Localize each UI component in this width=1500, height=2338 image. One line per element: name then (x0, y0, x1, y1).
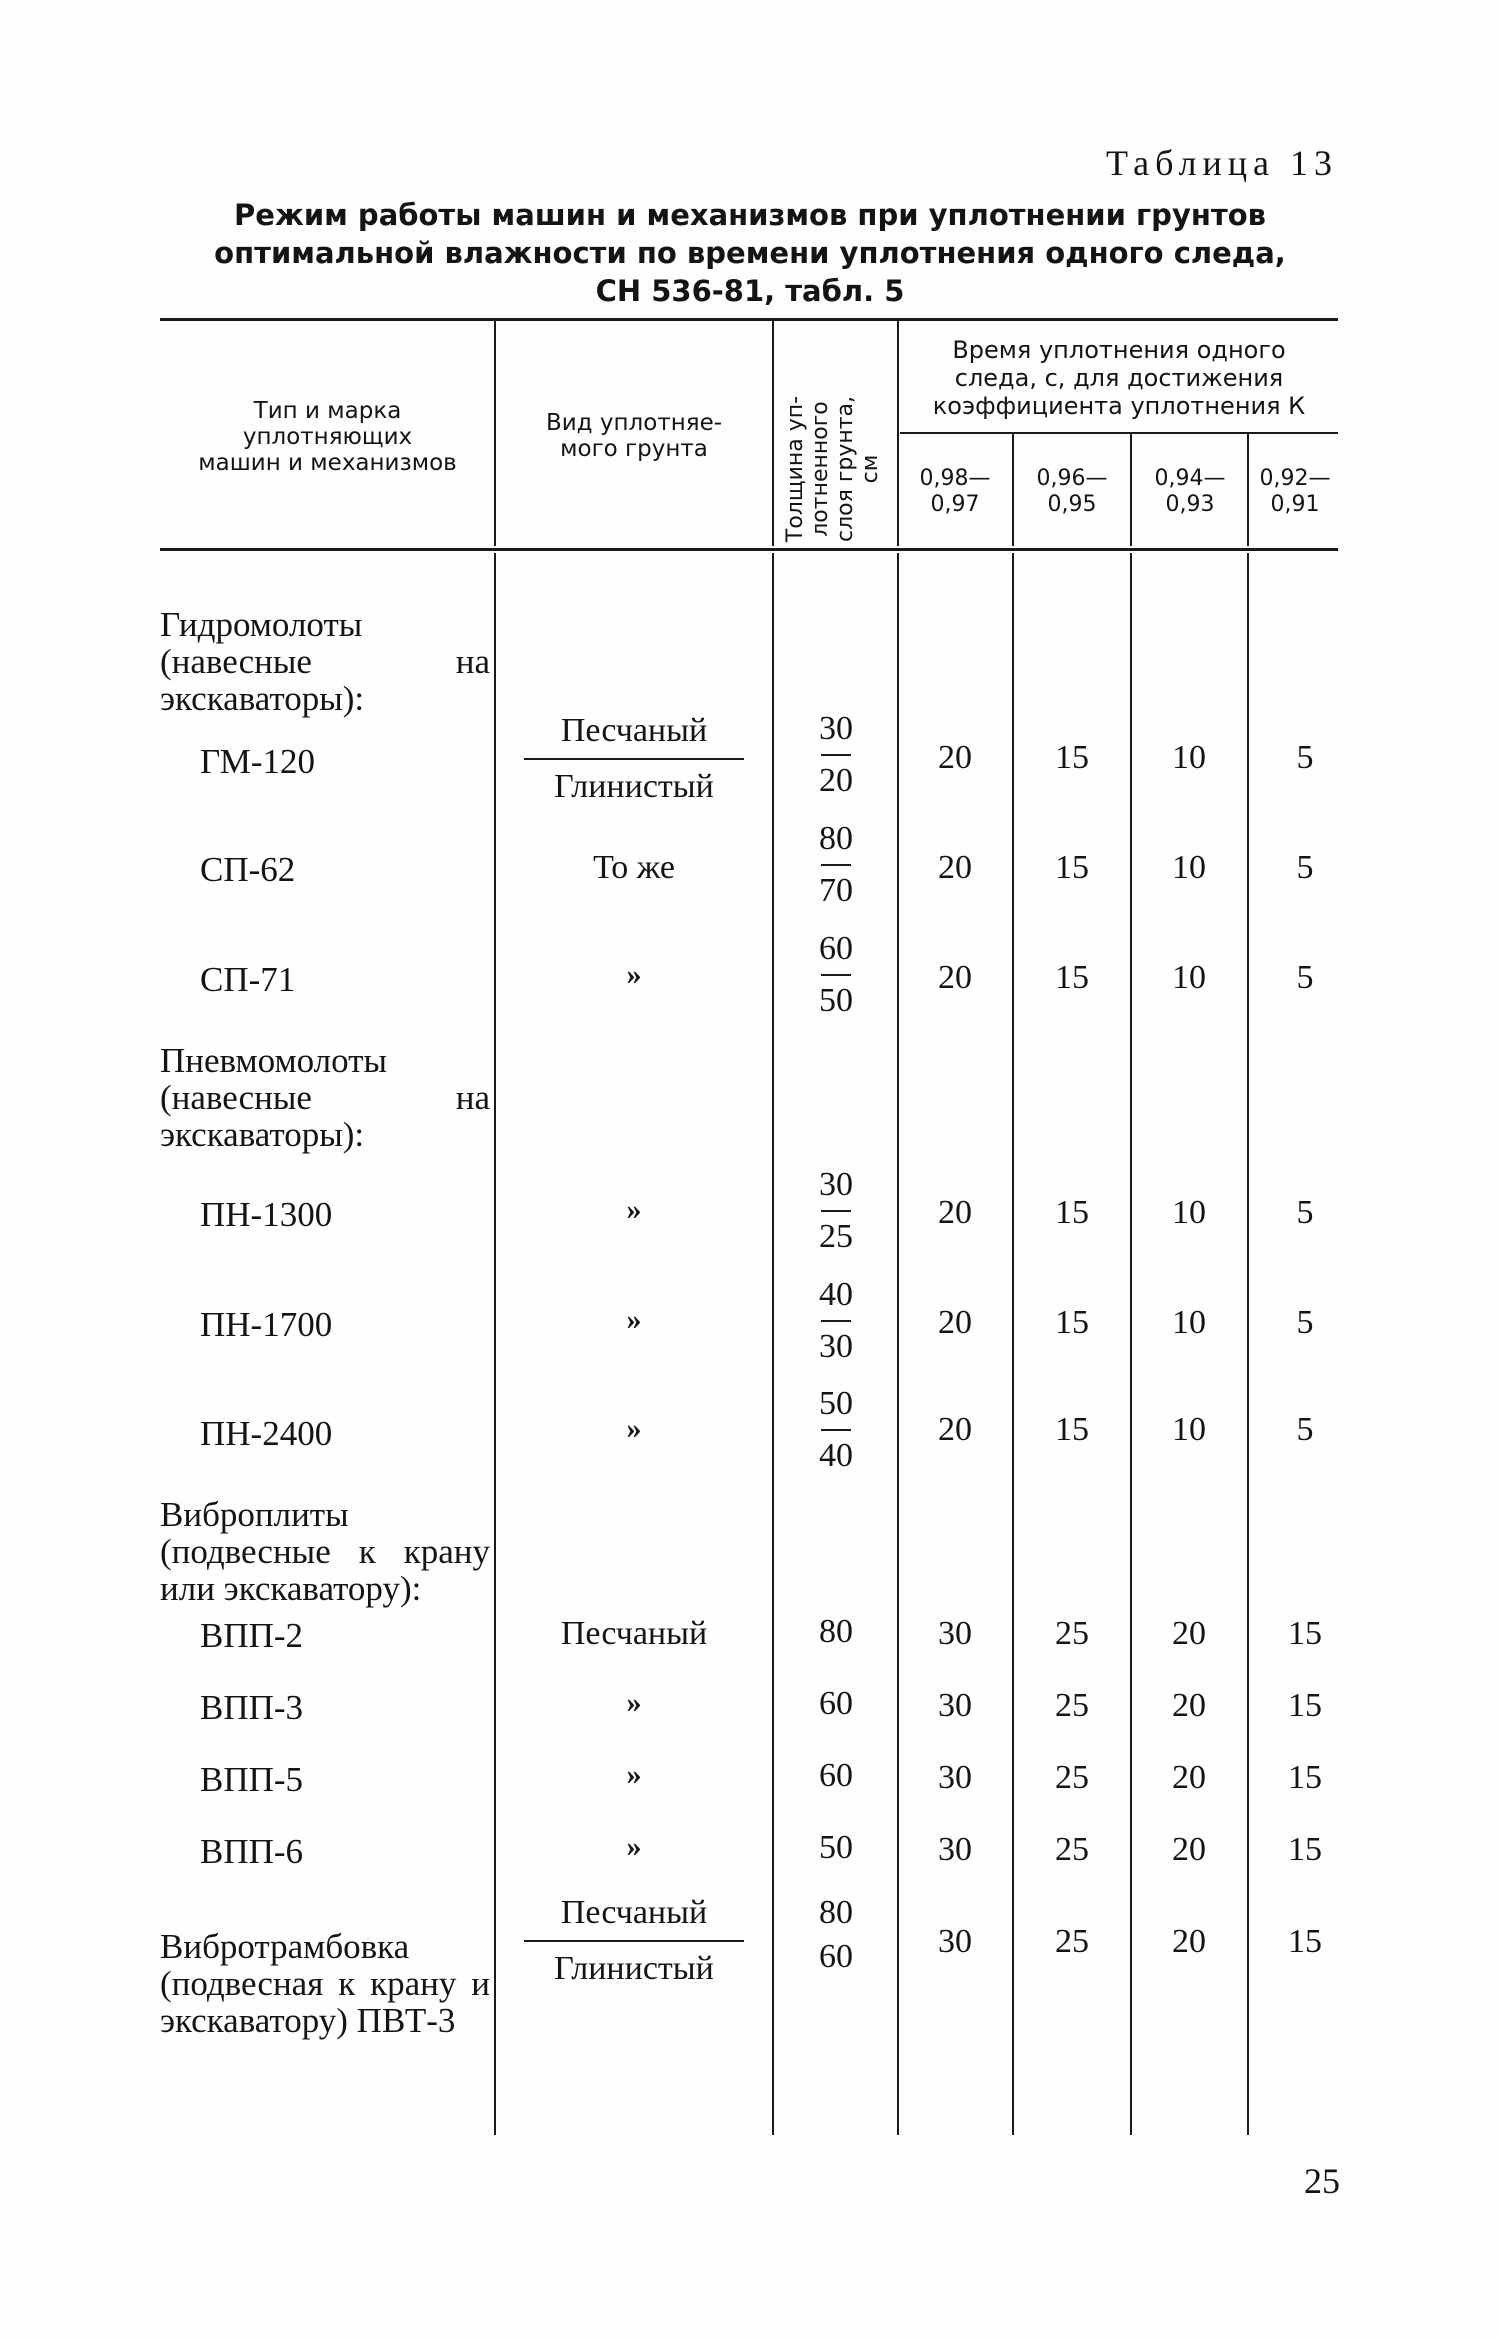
thickness-value: 80 (819, 1613, 853, 1650)
thickness-fraction (796, 930, 876, 1020)
time-value: 10 (1172, 1411, 1206, 1448)
time-value: 5 (1296, 1304, 1314, 1341)
time-value: 20 (938, 1304, 972, 1341)
header-line: коэффициента уплотнения К (932, 392, 1306, 420)
soil-fraction (514, 712, 754, 806)
time-value: 30 (938, 1923, 972, 1960)
thickness-bottom: 70 (819, 872, 853, 909)
soil-fraction (514, 1894, 754, 1988)
machine-name: ПН-2400 (200, 1414, 333, 1453)
header-k-range (1134, 466, 1246, 518)
header-k-range (1016, 466, 1128, 518)
header-time (900, 336, 1338, 420)
thickness-bottom: 25 (819, 1218, 853, 1255)
thickness-top: 80 (819, 1894, 853, 1931)
time-value: 20 (1172, 1615, 1206, 1652)
time-value: 5 (1296, 739, 1314, 776)
header-line: уплотняющих (242, 424, 413, 450)
time-value: 20 (1172, 1687, 1206, 1724)
thickness-bottom: 30 (819, 1328, 853, 1365)
time-value: 25 (1055, 1831, 1089, 1868)
column-divider (494, 320, 496, 546)
header-line: 0,94— (1154, 466, 1226, 491)
column-divider (1012, 553, 1014, 2135)
machine-name: ВПП-3 (200, 1688, 304, 1727)
ditto-mark: » (626, 958, 642, 991)
soil-bottom: Глинистый (554, 768, 714, 805)
header-line: 0,96— (1036, 466, 1108, 491)
time-value: 5 (1296, 1411, 1314, 1448)
thickness-fraction (796, 820, 876, 910)
soil-type: То же (593, 849, 675, 886)
soil-bottom: Глинистый (554, 1950, 714, 1987)
fraction-bar (821, 754, 851, 756)
machine-name: ГМ-120 (200, 742, 316, 781)
table-number: Таблица 13 (1106, 143, 1338, 183)
time-value: 30 (938, 1831, 972, 1868)
time-value: 20 (938, 739, 972, 776)
time-value: 10 (1172, 849, 1206, 886)
group-heading: Вибротрамбовка (подвесная к крану и экскаватору) ПВТ-3 (160, 1927, 490, 2040)
thickness-bottom: 20 (819, 762, 853, 799)
column-divider (1247, 553, 1249, 2135)
time-value: 15 (1288, 1759, 1322, 1796)
title-line: оптимальной влажности по времени уплотнения одного следа, (214, 236, 1286, 270)
machine-name: ПН-1700 (200, 1305, 333, 1344)
time-value: 25 (1055, 1687, 1089, 1724)
fraction-bar (821, 974, 851, 976)
fraction-bar (821, 1210, 851, 1212)
thickness-bottom: 40 (819, 1437, 853, 1474)
header-thickness (783, 359, 887, 579)
soil-top: Песчаный (560, 712, 708, 749)
time-value: 15 (1288, 1615, 1322, 1652)
time-value: 10 (1172, 739, 1206, 776)
header-machine (165, 398, 490, 476)
k-header-rule (900, 432, 1338, 434)
time-value: 15 (1055, 1411, 1089, 1448)
header-line: 0,95 (1047, 492, 1097, 517)
column-divider (1012, 434, 1014, 546)
column-divider (1130, 434, 1132, 546)
time-value: 20 (938, 849, 972, 886)
header-line: 0,92— (1259, 466, 1331, 491)
time-value: 10 (1172, 1194, 1206, 1231)
title-line: СН 536-81, табл. 5 (595, 274, 905, 308)
time-value: 20 (1172, 1923, 1206, 1960)
header-line: 0,91 (1270, 492, 1320, 517)
header-line: лотненного (808, 401, 833, 537)
thickness-value: 50 (819, 1829, 853, 1866)
header-line: Тип и марка (253, 398, 402, 424)
time-value: 5 (1296, 959, 1314, 996)
ditto-mark: » (626, 1830, 642, 1863)
thickness-fraction (796, 1894, 876, 1976)
page-number: 25 (1304, 2161, 1340, 2201)
thickness-top: 80 (819, 820, 853, 857)
thickness-top: 50 (819, 1385, 853, 1422)
time-value: 20 (1172, 1759, 1206, 1796)
time-value: 20 (938, 1411, 972, 1448)
time-value: 10 (1172, 959, 1206, 996)
header-line: Толщина уп- (783, 395, 808, 543)
time-value: 5 (1296, 849, 1314, 886)
header-k-range (900, 466, 1010, 518)
header-line: следа, с, для достижения (954, 364, 1284, 392)
machine-name: ВПП-2 (200, 1616, 304, 1655)
header-line: см (858, 454, 883, 484)
header-line: машин и механизмов (198, 450, 457, 476)
header-line: Время уплотнения одного (952, 336, 1286, 364)
ditto-mark: » (626, 1303, 642, 1336)
thickness-fraction (796, 1276, 876, 1366)
time-value: 15 (1055, 739, 1089, 776)
column-divider (772, 320, 774, 546)
thickness-top: 30 (819, 1166, 853, 1203)
header-soil (500, 410, 768, 462)
time-value: 15 (1288, 1923, 1322, 1960)
page-title (150, 196, 1350, 310)
header-line: Вид уплотняе- (545, 410, 723, 436)
header-line: слоя грунта, (833, 395, 858, 543)
column-divider (494, 553, 496, 2135)
header-line: мого грунта (560, 436, 708, 462)
machine-name: СП-62 (200, 850, 296, 889)
header-line: 0,93 (1165, 492, 1215, 517)
header-line: 0,97 (930, 492, 980, 517)
time-value: 15 (1055, 849, 1089, 886)
thickness-top: 60 (819, 930, 853, 967)
header-bottom-rule (160, 548, 1338, 551)
time-value: 15 (1055, 1304, 1089, 1341)
time-value: 30 (938, 1759, 972, 1796)
machine-name: ВПП-6 (200, 1832, 304, 1871)
time-value: 15 (1055, 959, 1089, 996)
table-top-rule (160, 318, 1338, 321)
column-divider (897, 553, 899, 2135)
column-divider (897, 320, 899, 546)
machine-name: ВПП-5 (200, 1760, 304, 1799)
thickness-value: 60 (819, 1685, 853, 1722)
fraction-bar (821, 864, 851, 866)
thickness-fraction (796, 1166, 876, 1256)
ditto-mark: » (626, 1412, 642, 1445)
time-value: 15 (1288, 1831, 1322, 1868)
thickness-value: 60 (819, 1757, 853, 1794)
column-divider (1247, 434, 1249, 546)
title-line: Режим работы машин и механизмов при уплотнении грунтов (234, 198, 1266, 232)
machine-name: СП-71 (200, 960, 296, 999)
thickness-bottom: 50 (819, 982, 853, 1019)
group-heading: Гидромолоты (навесные на экскаваторы): (160, 605, 490, 718)
ditto-mark: » (626, 1686, 642, 1719)
time-value: 30 (938, 1615, 972, 1652)
thickness-fraction (796, 710, 876, 800)
ditto-mark: » (626, 1193, 642, 1226)
soil-top: Песчаный (560, 1894, 708, 1931)
fraction-bar (821, 1320, 851, 1322)
column-divider (772, 553, 774, 2135)
group-heading: Пневмомолоты (навесные на экскаваторы): (160, 1041, 490, 1154)
time-value: 20 (1172, 1831, 1206, 1868)
time-value: 25 (1055, 1923, 1089, 1960)
group-heading: Виброплиты (подвесные к крану или экскаватору): (160, 1495, 490, 1608)
ditto-mark: » (626, 1758, 642, 1791)
fraction-bar (524, 1940, 744, 1942)
time-value: 20 (938, 1194, 972, 1231)
thickness-bottom: 60 (819, 1938, 853, 1975)
fraction-bar (821, 1429, 851, 1431)
thickness-top: 30 (819, 710, 853, 747)
time-value: 30 (938, 1687, 972, 1724)
machine-name: ПН-1300 (200, 1195, 333, 1234)
header-k-range (1250, 466, 1340, 518)
time-value: 25 (1055, 1759, 1089, 1796)
thickness-fraction (796, 1385, 876, 1475)
thickness-top: 40 (819, 1276, 853, 1313)
time-value: 15 (1055, 1194, 1089, 1231)
time-value: 5 (1296, 1194, 1314, 1231)
time-value: 10 (1172, 1304, 1206, 1341)
time-value: 25 (1055, 1615, 1089, 1652)
time-value: 20 (938, 959, 972, 996)
header-line: 0,98— (919, 466, 991, 491)
soil-type: Песчаный (560, 1615, 708, 1652)
fraction-bar (524, 758, 744, 760)
time-value: 15 (1288, 1687, 1322, 1724)
column-divider (1130, 553, 1132, 2135)
